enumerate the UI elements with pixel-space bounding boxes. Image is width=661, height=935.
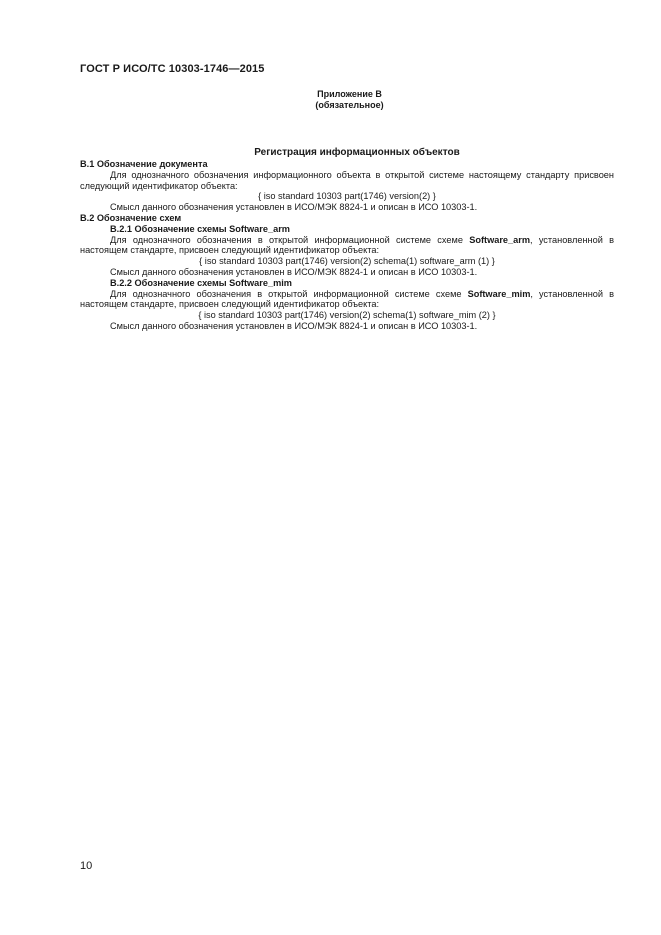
document-title: Регистрация информационных объектов <box>254 147 460 158</box>
section-b22-meaning: Смысл данного обозначения установлен в ИСО/МЭК 8824-1 и описан в ИСО 10303-1. <box>110 320 478 331</box>
section-b21-text-after: , установленной в настоящем стандарте, присвоен следующий идентификатор объекта: <box>80 234 614 256</box>
section-b22-text-before: Для однозначного обозначения в открытой информационной системе схеме <box>110 288 468 299</box>
schema-name-software-arm: Software_arm <box>469 234 530 245</box>
schema-name-software-mim: Software_mim <box>467 288 531 299</box>
page-number: 10 <box>80 860 93 872</box>
section-b1-meaning: Смысл данного обозначения установлен в ИСО/МЭК 8824-1 и описан в ИСО 10303-1. <box>110 202 478 213</box>
annex-status: (обязательное) <box>315 100 384 110</box>
annex-title: Приложение В <box>317 89 382 99</box>
section-b21-identifier: { iso standard 10303 part(1746) version(2) schema(1) software_arm (1) } <box>199 256 495 267</box>
section-b21-text-before: Для однозначного обозначения в открытой информационной системе схеме <box>110 234 470 245</box>
section-b21-paragraph <box>80 235 614 257</box>
standard-code-header: ГОСТ Р ИСО/ТС 10303-1746—2015 <box>80 63 265 75</box>
section-b1-identifier: { iso standard 10303 part(1746) version(2) } <box>258 191 436 202</box>
section-b21-meaning: Смысл данного обозначения установлен в ИСО/МЭК 8824-1 и описан в ИСО 10303-1. <box>110 266 478 277</box>
document-body <box>80 147 614 332</box>
section-b22-identifier: { iso standard 10303 part(1746) version(2) schema(1) software_mim (2) } <box>198 310 496 321</box>
section-b22-heading: В.2.2 Обозначение схемы Software_mim <box>110 277 292 288</box>
section-b1-paragraph: Для однозначного обозначения информационного объекта в открытой системе настоящему стандарту присвоен следующий идентификатор объекта: <box>80 169 614 191</box>
section-b22-paragraph <box>80 289 614 311</box>
annex-heading <box>0 89 661 111</box>
section-b21-heading: В.2.1 Обозначение схемы Software_arm <box>110 223 290 234</box>
section-b22-text-after: , установленной в настоящем стандарте, присвоен следующий идентификатор объекта: <box>80 288 614 310</box>
section-b2-heading: В.2 Обозначение схем <box>80 212 182 223</box>
section-b1-heading: В.1 Обозначение документа <box>80 159 208 169</box>
